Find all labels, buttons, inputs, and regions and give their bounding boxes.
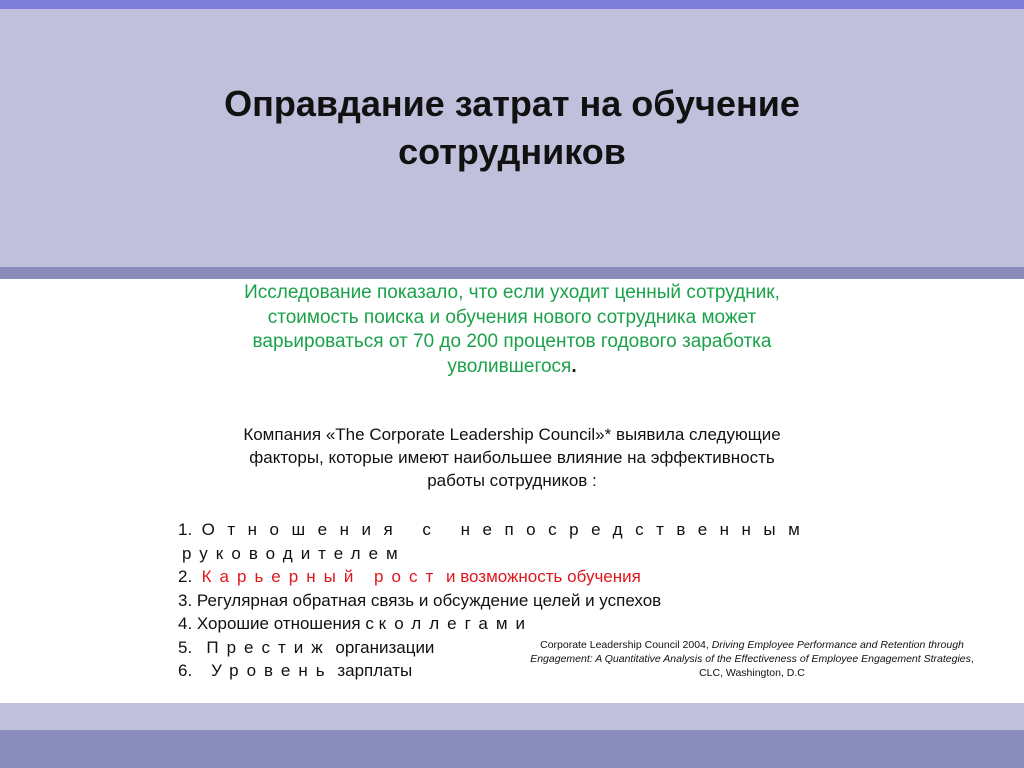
factor-6-rest: зарплаты [332, 661, 413, 680]
company-line2: факторы, которые имеют наибольшее влияние на эффективность [249, 448, 775, 467]
factor-4-pre: 4. Хорошие отношения с [178, 614, 379, 633]
factor-3: 3. Регулярная обратная связь и обсуждение целей и успехов [178, 590, 662, 610]
research-line3: варьироваться от 70 до 200 процентов годового заработка [252, 331, 772, 352]
factor-5-number: 5. [178, 637, 193, 657]
factor-2-rest: и возможность обучения [441, 567, 641, 586]
bottom-band-light [0, 703, 1024, 730]
factor-1-continued [178, 542, 798, 566]
factor-2-number: 2. [178, 567, 193, 586]
company-line1: Компания «The Corporate Leadership Council»* выявила следующие [243, 425, 781, 444]
factor-1 [178, 518, 813, 542]
divider-band [0, 267, 1024, 279]
citation-line1 [498, 638, 1006, 652]
research-paragraph [150, 281, 874, 379]
company-paragraph [150, 423, 874, 492]
factor-1-number: 1. [178, 520, 193, 539]
slide-title [140, 80, 884, 176]
bottom-band-dark [0, 730, 1024, 768]
factor-4-spaced: коллегами [378, 614, 534, 633]
research-line4 [150, 355, 874, 380]
factor-6-number: 6. [178, 661, 193, 680]
citation-italic1: Driving Employee Performance and Retention through [711, 639, 964, 651]
citation-lead: Corporate Leadership Council 2004, [540, 639, 712, 651]
slide-title-line1: Оправдание затрат на обучение [224, 83, 800, 124]
factor-2 [178, 565, 798, 589]
factor-6-spaced: Уровень [211, 661, 333, 680]
factor-5-spaced: Престиж [206, 637, 331, 657]
citation-comma: , [970, 653, 974, 665]
factor-4 [178, 612, 798, 636]
citation [498, 638, 1006, 680]
factor-1-text-cont: руководителем [182, 543, 406, 563]
slide-title-line2: сотрудников [398, 131, 626, 172]
factor-1-text: Отношения с непосредственным [201, 520, 813, 539]
research-period: . [571, 355, 577, 377]
citation-line2 [498, 652, 1006, 666]
research-line2: стоимость поиска и обучения нового сотрудника может [267, 306, 757, 328]
research-line4-text: уволившегося [447, 355, 572, 377]
citation-line3: CLC, Washington, D.C [699, 667, 805, 679]
citation-italic2: Engagement: A Quantitative Analysis of the Effectiveness of Employee Engagement Strategies [530, 653, 971, 665]
factor-5-rest: организации [330, 637, 435, 657]
company-line3: работы сотрудников : [427, 471, 597, 490]
top-stripe [0, 0, 1024, 9]
research-line1: Исследование показало, что если уходит ценный сотрудник, [244, 282, 780, 303]
factor-2-spaced: Карьерный рост [201, 567, 442, 586]
